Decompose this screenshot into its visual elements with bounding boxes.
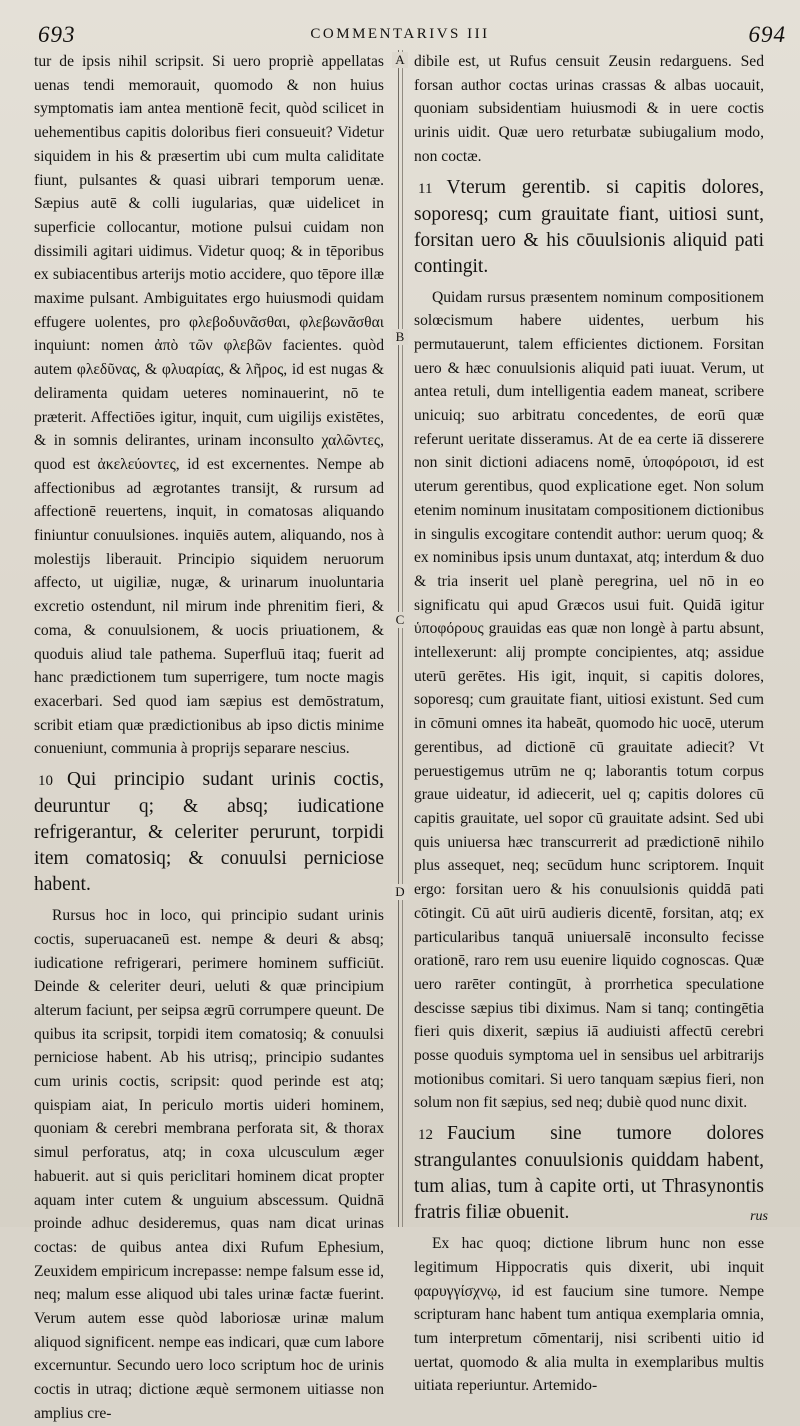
body-paragraph: dibile est, ut Rufus censuit Zeusin redarguens. Sed forsan author coctas urinas crassas & albas uocauit, quoniam subsidentiam huiusmodi & in uere coctis urinis uidit. Quæ uero returbatæ subiugalium modo, non coctæ. xyxy=(414,53,764,165)
right-page-number: 694 xyxy=(748,22,786,47)
margin-letter-a: A xyxy=(392,52,408,68)
section-number: 12 xyxy=(418,1127,433,1144)
running-title: COMMENTARIVS III xyxy=(310,26,490,42)
right-text-column xyxy=(414,50,764,1395)
margin-letter-d: D xyxy=(392,884,408,900)
margin-letter-b: B xyxy=(392,329,408,345)
section-heading-text: Faucium sine tumore dolores strangulantes conuulsionis quiddam habent, tum alias, tum à capite orti, ut Thrasynontis fratris filiæ obuenit. xyxy=(414,1123,764,1224)
body-paragraph: Quidam rursus præsentem nominum compositionem solœcismum habere uidentes, uerbum his permutauerunt, talem efficientes dictionem. Forsitan uero & hæc conuulsionis aliquid pati iuuat. Verum, ut antea retuli, dum intelligentia eadem maneat, scribere unicuiq; suo arbitratu concedentes, de eorū quæ referunt ueritate disseramus. At de ea certe iā disserere non sinit dictioni adiacens nomē, ὑποφόροισι, id est uterum gerentibus, quod explicatione eget. Non solum etenim nominum inusitatam compositionem dictionibus in singulis excogitare contendit author: uerum quoq; & ex nominibus ipsis unum duntaxat, atq; interdum & duo & tria inserit uel planè peregrina, uel nō in eo significatu qui apud Græcos usui fuit. Quidā igitur ὑποφόρους grauidas eas quæ non longè à partu absunt, intellexerunt: alij prompte concipientes, atq; assidue uterū gerētes. His igit, inquit, si capitis dolores, soporesq; cum grauitate fiant, uitiosi existunt. Sed cum in cōmuni omnes ita habeāt, quomodo hic uocē, uterum gerentibus, ad dictionē cū grauitate adiecit? Vt peruestigemus utrūm ne q; laborantis totum corpus graue uideatur, id adiecerit, uel q; capitis dolores cū capitis grauitate, uel sopor cū grauitate adsint. Sed ubi quis uniuersa hæc transcurrerit ad prædictionē nihilo plus assequet, neq; secūdum hunc scriptorem. Inquit ergo: forsitan uero & his conuulsionis quiddā pati cōtingit. Cū aūt uirū audieris dicentē, forsitan, atq; ex particularibus tanquā uniuersalē inconsulto fecisse orationē, raro rem usu euenire liquido cognoscas. Quæ uero rarēter contingūt, à prorrhetica speculatione descisse sæpius tibi diximus. Nam si tanq; contingētia fieri quis dixerit, sæpius iā audiuisti affectū cerebri posse quoduis symptoma uel in sensibus uel arbitrarijs motionibus comitari. Si uero tanquam sæpius fieri, non solum non fit sæpius, sed neq; dubiè quod nunc dixit. xyxy=(414,288,764,1112)
section-heading xyxy=(414,175,764,280)
section-heading-text: Qui principio sudant urinis coctis, deuruntur q; & absq; iudicatione refrigerantur, & celeriter perurunt, torpidi item comatosiq; & conuulsi perniciose habent. xyxy=(34,769,384,896)
left-page-number: 693 xyxy=(38,22,76,47)
left-text-column xyxy=(34,50,384,1422)
section-number: 10 xyxy=(38,773,53,790)
body-paragraph: tur de ipsis nihil scripsit. Si uero propriè appellatas uenas tendi memorauit, quomodo & non huius symptomatis iam antea mentionē fecit, quòd scilicet in uehementibus capitis doloribus fieri consueuit? Videtur siquidem in his & præsertim ubi cum multa caliditate fiunt, pulsantes & quasi uibrari temporum uenæ. Sæpius autē & colli iugularias, quæ uidelicet in superficie collocantur, motione pulsui cuidam non dissimili agitari uidimus. Videtur quoq; & in tēporibus ex subiacentibus arterijs motio accidere, quo tēpore illæ maxime pulsant. Ambiguitates ergo huiusmodi quidam effugere uolentes, pro φλεβοδυνᾶσθαι, φλεβωνᾶσθαι inquiunt: nomen ἀπὸ τῶν φλεβῶν facientes. quòd autem φλεδῦνας, & φλυαρίας, & λῆρος, id est nugas & deliramenta quidam ueteres nominauerint, nō te præterit. Affectiōes igitur, inquit, cum uigilijs existētes, & in somnis delirantes, urinam inconsulto χαλῶντες, quod est ἀκελεύοντες, id est excernentes. Nempe ab affectionibus ad ægrotantes transijt, & rursum ad affectionē reuertens, inquit, in comatosas aliquando finiuntur conuulsiones. inquiēs autem, aliquando, nos à molestijs liberauit. Principio siquidem neruorum affecto, ut uigiliæ, nugæ, & urinarum inuoluntaria excretio ostendunt, nil mirum inde phrenitim fieri, & coma, & conuulsionem, & uocis priuationem, & quoduis aliud tale pathema. Superfluū itaq; fuerit ad hanc prædictionem tum superrigere, tum nocte magis exacerbari. Sed quod iam sæpius est demōstratum, scribit etiam quæ prædictionibus ab ipso dictis minime conueniunt, communia à proprijs separare nescius. xyxy=(34,53,384,758)
column-rule xyxy=(398,50,399,1227)
body-paragraph: Ex hac quoq; dictione librum hunc non esse legitimum Hippocratis quis dixerit, ubi inquit φαρυγγίσχνῳ, id est faucium sine tumore. Nempe scripturam hanc habent tum antiqua exemplaria omnia, tum interpretum cōmentarij, nisi scribenti uitio id uertat, quomodo & alia multa in exemplaribus multis uitiata reperiuntur. Artemido- xyxy=(414,1235,764,1395)
margin-letter-c: C xyxy=(392,612,408,628)
catchword: rus xyxy=(750,1209,768,1224)
section-number: 11 xyxy=(418,180,433,197)
section-heading xyxy=(34,767,384,898)
body-paragraph: Rursus hoc in loco, qui principio sudant urinis coctis, superuacaneū est. nempe & deuri & absq; iudicatione refrigerari, perimere hominem sufficiūt. Deinde & celeriter deuri, ueluti & quæ principium alterum faciunt, per seipsa ægrū corrumpere queunt. De quibus ita scripsit, torpidi item comatosiq; & conuulsi perniciose habent. Ab his utrisq;, principio sudantes cum urinis coctis, scripsit: quod perinde est atq; quispiam aiat, In periculo mortis uideri hominem, quoniam & cerebri membrana perforata sit, & thorax simul perforatus, atq; in coxa ulcusculum æger habuerit. aut si quis periclitari hominem dicat propter aquam inter cutem & unguium abscessum. Quidnā proinde adhuc desideremus, quas nam dicat urinas coctas: de quibus antea dixi Rufum Ephesium, Zeuxidem empiricum increpasse: nempe falsum esse id, neq; malum esse aliquod ubi tales urinæ factæ fuerint. Verum autem esse quòd laboriosæ urinæ malum aliquod significent. nempe eas indicari, quæ cum labore excernuntur. Secundo uero loco scriptum hoc de urinis coctis in utraq; dictione æquè sermonem uitiasse non amplius cre- xyxy=(34,907,384,1422)
section-heading-text: Vterum gerentib. si capitis dolores, soporesq; cum grauitate fiant, uitiosi sunt, forsitan uero & his cōuulsionis aliquid pati contingit. xyxy=(414,176,764,277)
column-rule-inner xyxy=(402,50,403,1227)
section-heading xyxy=(414,1121,764,1226)
